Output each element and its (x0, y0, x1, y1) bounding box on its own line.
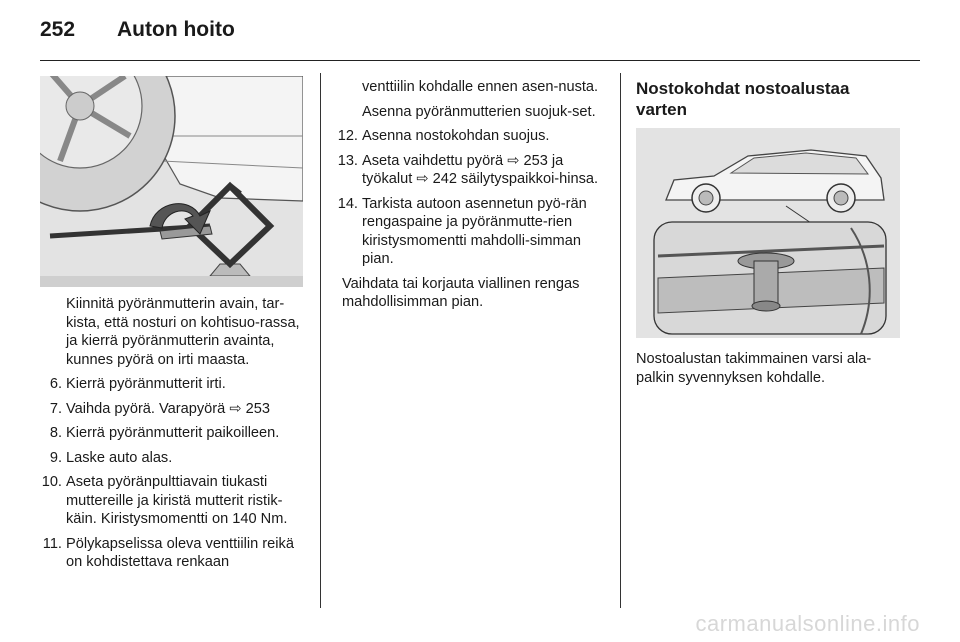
list-item (336, 127, 606, 146)
step-text: Kierrä pyöränmutterit irti. (66, 376, 226, 392)
step-text: Laske auto alas. (66, 449, 173, 466)
list-item (40, 375, 305, 394)
header-rule (40, 60, 920, 61)
list-item (336, 195, 606, 269)
step-number: 8. (49, 425, 62, 441)
note-paragraph: Vaihdata tai korjauta viallinen rengas mahdollisimman pian. (342, 275, 580, 310)
step-number: 12. (337, 128, 358, 144)
page-number: 252 (40, 18, 76, 41)
steps-list-middle (336, 127, 606, 269)
step-number: 11. (42, 535, 62, 552)
jack-illustration (40, 76, 303, 287)
list-item (40, 424, 305, 443)
list-item (40, 535, 305, 572)
figure-caption: Nostoalustan takimmainen varsi ala-palkin syvennyksen kohdalle. (636, 351, 872, 386)
list-item (40, 473, 305, 529)
step-number: 10. (41, 474, 62, 490)
column-middle-text (336, 78, 606, 318)
column-left-text (40, 295, 305, 578)
step-text: Aseta vaihdettu pyörä ⇨ 253 ja työkalut ⇨ 242 säilytyspaikkoi-hinsa. (362, 152, 599, 187)
step-number: 7. (49, 400, 62, 417)
step-number: 14. (337, 195, 358, 212)
step-text: Pölykapselissa oleva venttiilin reikä on kohdistettava renkaan (66, 535, 294, 570)
step-text: Tarkista autoon asennetun pyö-rän rengaspaine ja pyöränmutte-rien kiristysmomentti mahdolli-simman pian. (362, 195, 587, 267)
lift-point-illustration (636, 128, 900, 338)
step-number: 6. (49, 376, 62, 392)
continued-paragraph: venttiilin kohdalle ennen asen-nusta. (362, 79, 599, 95)
steps-list-left (40, 375, 305, 572)
list-item (40, 449, 305, 468)
column-divider-right (620, 73, 621, 608)
step-number: 9. (49, 449, 62, 466)
section-title: Auton hoito (117, 18, 235, 41)
step-text: Kierrä pyöränmutterit paikoilleen. (66, 425, 280, 441)
list-item (336, 152, 606, 189)
wheel-nut-caps-paragraph: Asenna pyöränmutterien suojuk-set. (362, 103, 596, 120)
watermark: carmanualsonline.info (695, 611, 920, 636)
step-number: 13. (337, 152, 358, 169)
section-heading: Nostokohdat nostoalustaa varten (636, 79, 850, 119)
step-text: Aseta pyöränpulttiavain tiukasti muttereille ja kiristä mutterit ristik-käin. Kiristysmomentti on 140 Nm. (66, 474, 288, 527)
list-item (40, 400, 305, 419)
step-text: Asenna nostokohdan suojus. (362, 128, 550, 144)
column-divider-left (320, 73, 321, 608)
step-text: Vaihda pyörä. Varapyörä ⇨ 253 (66, 400, 270, 417)
intro-paragraph: Kiinnitä pyöränmutterin avain, tar-kista, että nosturi on kohtisuo-rassa, ja kierrä pyöränmutterin avainta, kunnes pyörä on irti maasta. (66, 296, 300, 368)
